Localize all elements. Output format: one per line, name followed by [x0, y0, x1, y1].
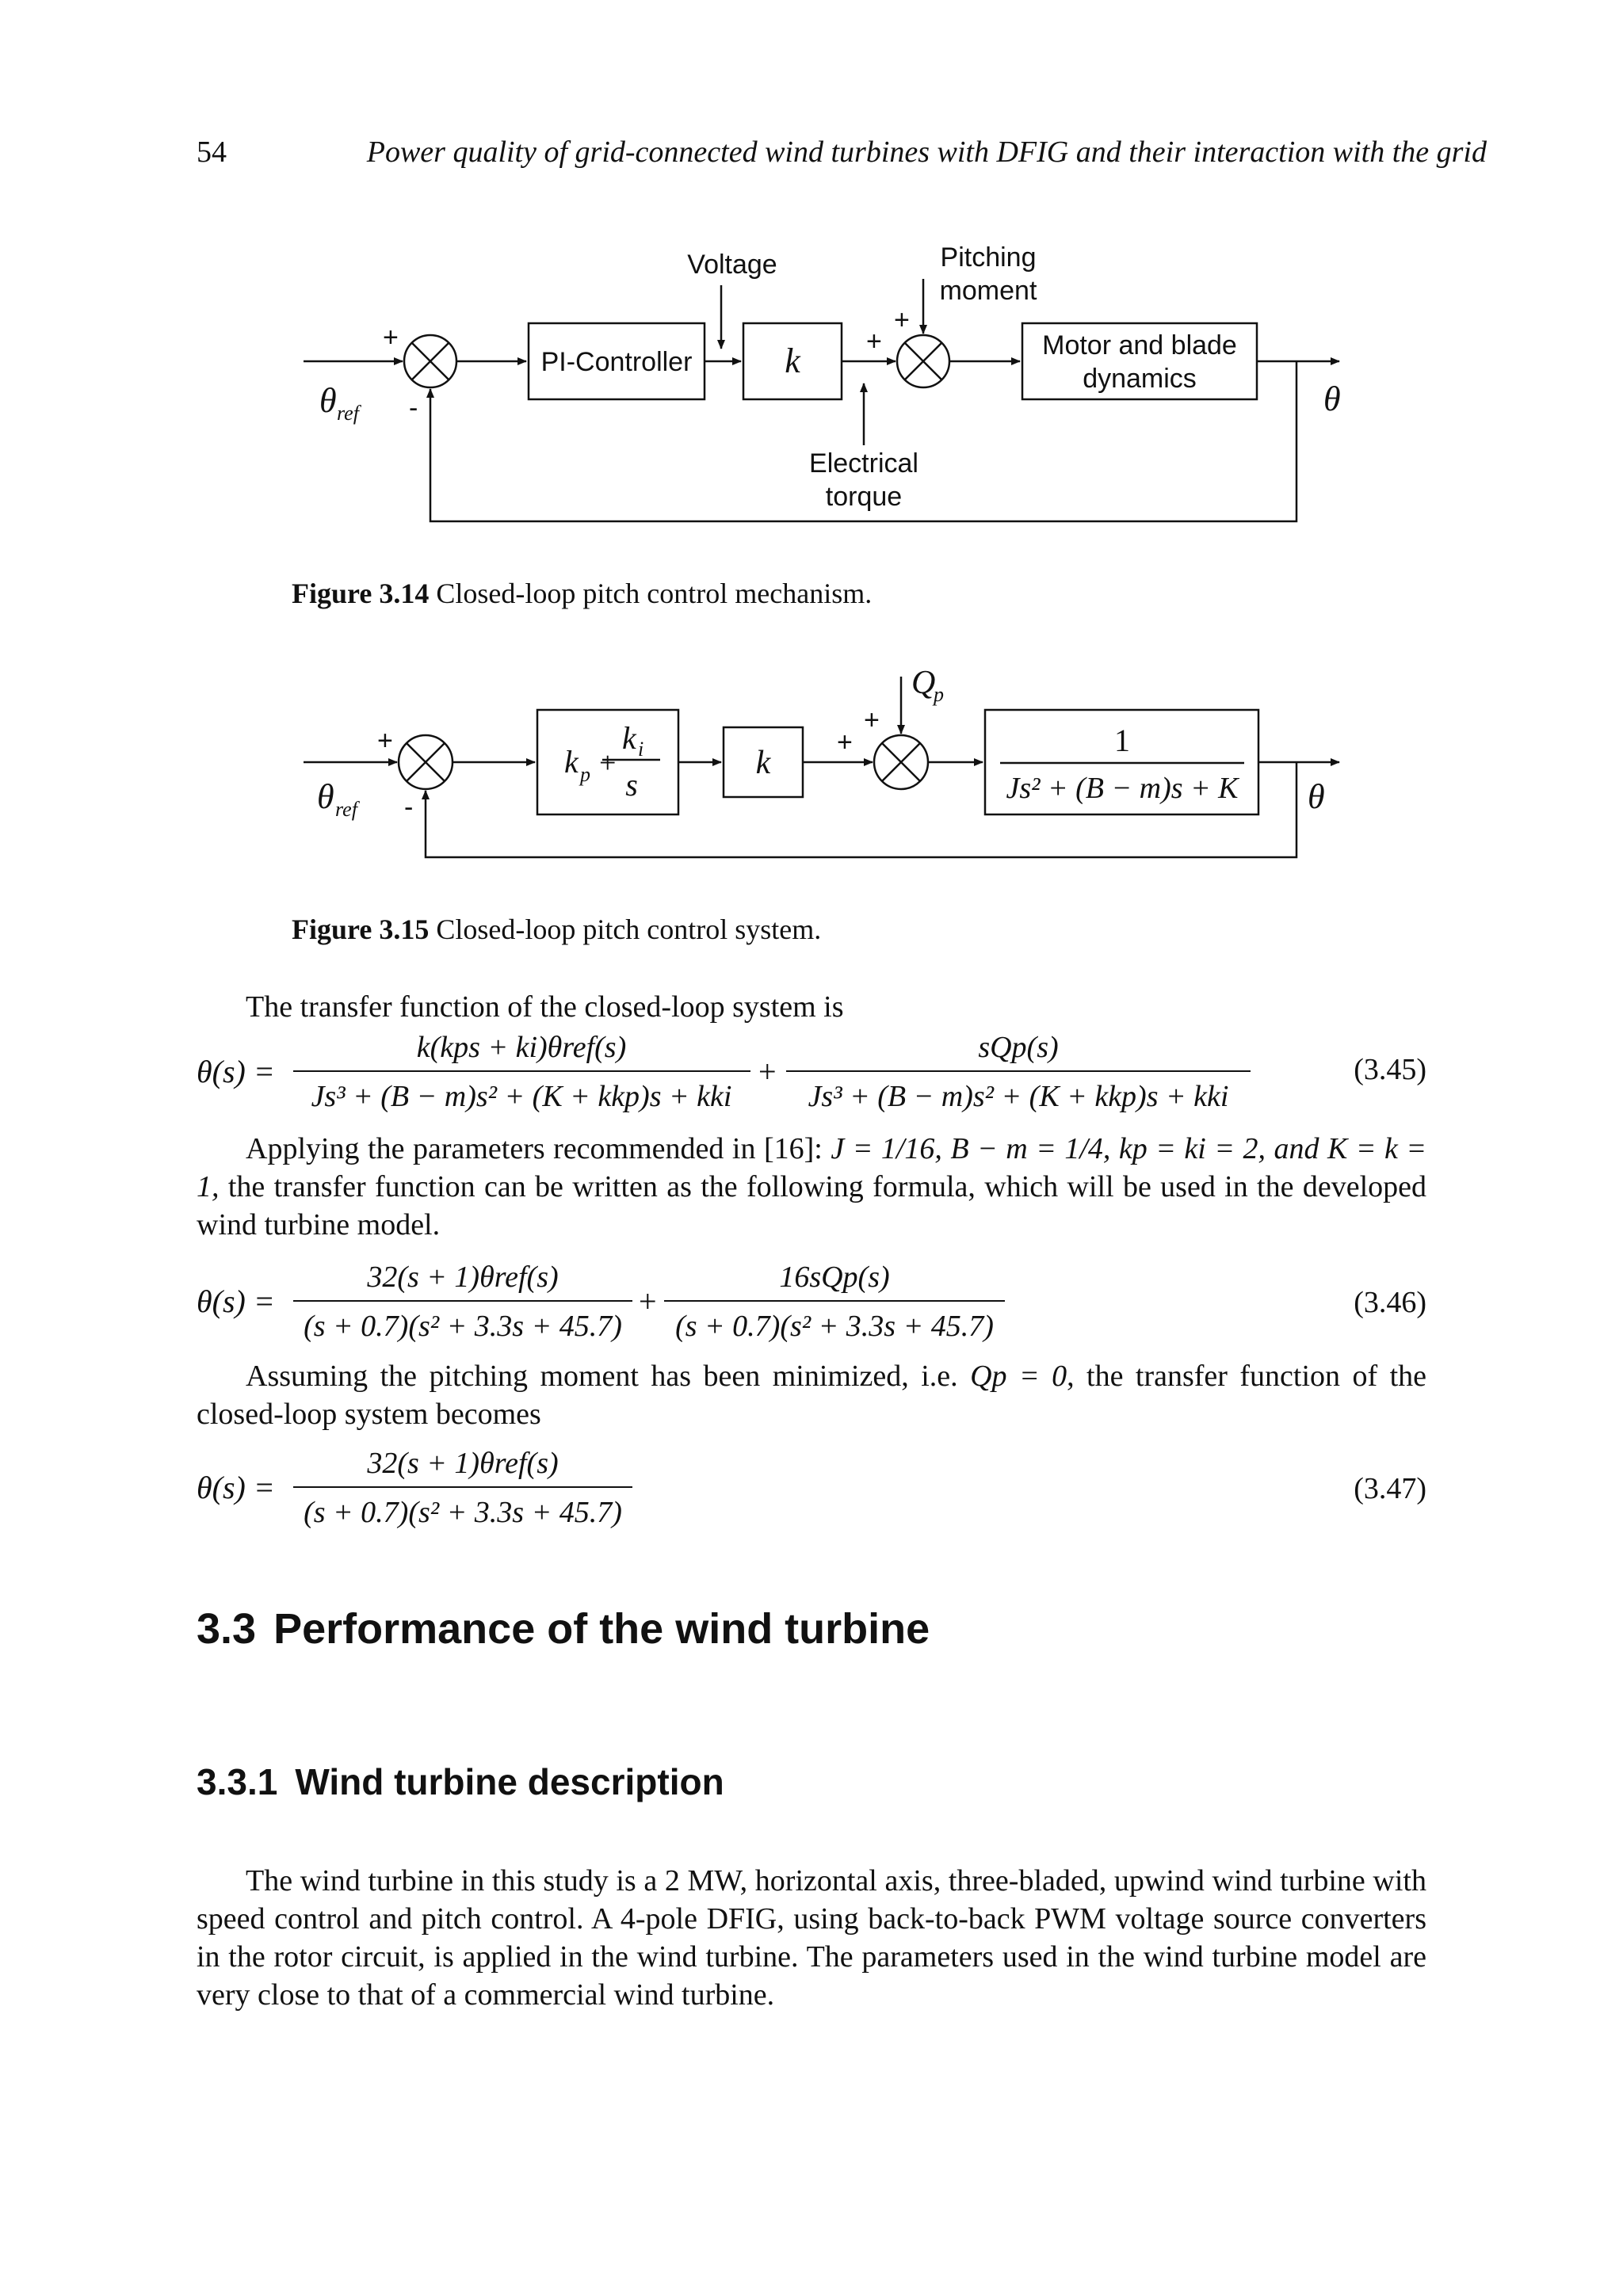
- electrical-torque-label-1: Electrical: [809, 448, 918, 479]
- plus-sign-2: +: [837, 727, 853, 757]
- eq347-denominator: (s + 0.7)(s² + 3.3s + 45.7): [304, 1496, 622, 1529]
- p3-condition: Qp = 0: [970, 1360, 1067, 1393]
- minus-sign-1: -: [409, 393, 418, 423]
- figure-3-15-diagram: [0, 658, 1623, 895]
- eq345-numerator-2: sQp(s): [978, 1031, 1059, 1064]
- eq346-plus: +: [639, 1283, 657, 1319]
- voltage-label: Voltage: [687, 250, 777, 280]
- output-theta: θ: [1308, 777, 1325, 816]
- eq345-denominator-1: Js³ + (B − m)s² + (K + kkp)s + kki: [311, 1080, 732, 1113]
- eq345-plus: +: [758, 1054, 777, 1089]
- kp-label: k: [564, 744, 579, 780]
- running-title: Power quality of grid-connected wind turbines with DFIG and their interaction with the grid: [366, 135, 1487, 169]
- section-number: 3.3: [197, 1605, 257, 1653]
- p2-rest: the transfer function can be written as the following formula, which will be used in the developed wind turbine model.: [197, 1170, 1426, 1241]
- figure-3-15-caption-text: Closed-loop pitch control system.: [429, 913, 822, 945]
- eq346-lhs: θ(s) =: [197, 1283, 275, 1319]
- equation-3-46: [0, 1253, 1623, 1348]
- kp-sub: p: [580, 763, 590, 786]
- eq347-number: (3.47): [1354, 1472, 1426, 1505]
- input-theta: θ: [319, 381, 337, 420]
- subsection-number: 3.3.1: [197, 1761, 278, 1802]
- figure-3-14-caption: [292, 577, 872, 610]
- plus-sign-1: +: [383, 322, 399, 353]
- eq345-numerator-1: k(kps + ki)θref(s): [416, 1031, 627, 1064]
- paragraph-parameters: [197, 1130, 1426, 1244]
- pitching-moment-label-1: Pitching: [940, 242, 1037, 273]
- p3-rest: , the transfer function of the closed-loop system becomes: [197, 1360, 1427, 1431]
- input-theta-sub: ref: [337, 402, 359, 425]
- figure-3-14-caption-text: Closed-loop pitch control mechanism.: [429, 578, 873, 609]
- plant-denominator: Js² + (B − m)s + K: [1006, 772, 1239, 805]
- eq345-denominator-2: Js³ + (B − m)s² + (K + kkp)s + kki: [808, 1080, 1229, 1113]
- eq345-lhs: θ(s) =: [197, 1054, 275, 1089]
- figure-3-15-caption: [292, 913, 821, 946]
- pi-controller-label: PI-Controller: [540, 347, 693, 377]
- eq346-denominator-1: (s + 0.7)(s² + 3.3s + 45.7): [304, 1310, 622, 1343]
- eq346-denominator-2: (s + 0.7)(s² + 3.3s + 45.7): [675, 1310, 994, 1343]
- eq346-numerator-2: 16sQp(s): [779, 1261, 890, 1294]
- eq345-number: (3.45): [1354, 1053, 1426, 1086]
- qp-sub: p: [934, 683, 944, 706]
- plant-numerator: 1: [1114, 723, 1130, 758]
- eq346-numerator-1: 32(s + 1)θref(s): [367, 1261, 559, 1294]
- motor-label-2: dynamics: [1083, 364, 1197, 394]
- figure-3-14-caption-number: Figure 3.14: [292, 578, 430, 609]
- section-title: Performance of the wind turbine: [273, 1605, 930, 1653]
- plus-sign-3: +: [894, 305, 910, 335]
- qp-label: Q: [911, 665, 936, 701]
- p2-params: J = 1/16, B − m = 1/4, kp = ki = 2, and K = k = 1,: [197, 1132, 1426, 1203]
- motor-label-1: Motor and blade: [1042, 330, 1237, 360]
- gain-k-label: k: [785, 341, 800, 380]
- ki-label: k: [622, 720, 636, 756]
- gain-k-label: k: [755, 745, 771, 781]
- input-theta-sub: ref: [335, 798, 357, 821]
- paragraph-transfer-intro: The transfer function of the closed-loop system is: [246, 990, 844, 1024]
- p2-intro: Applying the parameters recommended in [16]:: [246, 1132, 831, 1165]
- running-header: [197, 135, 1487, 174]
- plus-sign-2: +: [866, 326, 882, 357]
- plus-sign-3: +: [864, 705, 880, 735]
- section-heading: [197, 1604, 930, 1653]
- electrical-torque-label-2: torque: [825, 482, 903, 512]
- subsection-title: Wind turbine description: [295, 1761, 724, 1802]
- pi-plus: +: [599, 746, 617, 780]
- equation-3-47: [0, 1440, 1623, 1535]
- ki-sub: i: [638, 738, 644, 761]
- pi-denominator-s: s: [625, 767, 638, 803]
- paragraph-pitching-moment: [197, 1357, 1426, 1433]
- subsection-heading: [197, 1760, 724, 1803]
- input-theta: θ: [317, 777, 334, 816]
- figure-3-15-caption-number: Figure 3.15: [292, 913, 430, 945]
- p3-intro: Assuming the pitching moment has been minimized, i.e.: [246, 1360, 971, 1393]
- output-theta: θ: [1323, 379, 1341, 418]
- eq347-numerator: 32(s + 1)θref(s): [367, 1447, 559, 1480]
- equation-3-45: [0, 1024, 1623, 1119]
- minus-sign-1: -: [404, 792, 414, 822]
- pitching-moment-label-2: moment: [939, 276, 1037, 306]
- page-number: 54: [197, 135, 227, 169]
- paragraph-wind-turbine-description: The wind turbine in this study is a 2 MW, horizontal axis, three-bladed, upwind wind turbine with speed control and pitch control. A 4-pole DFIG, using back-to-back PWM voltage source converters in the rotor circuit, is applied in the wind turbine. The parameters used in the wind turbine model are very close to that of a commercial wind turbine.: [197, 1864, 1426, 2012]
- eq347-lhs: θ(s) =: [197, 1470, 275, 1505]
- eq346-number: (3.46): [1354, 1286, 1426, 1319]
- plus-sign-1: +: [377, 726, 393, 756]
